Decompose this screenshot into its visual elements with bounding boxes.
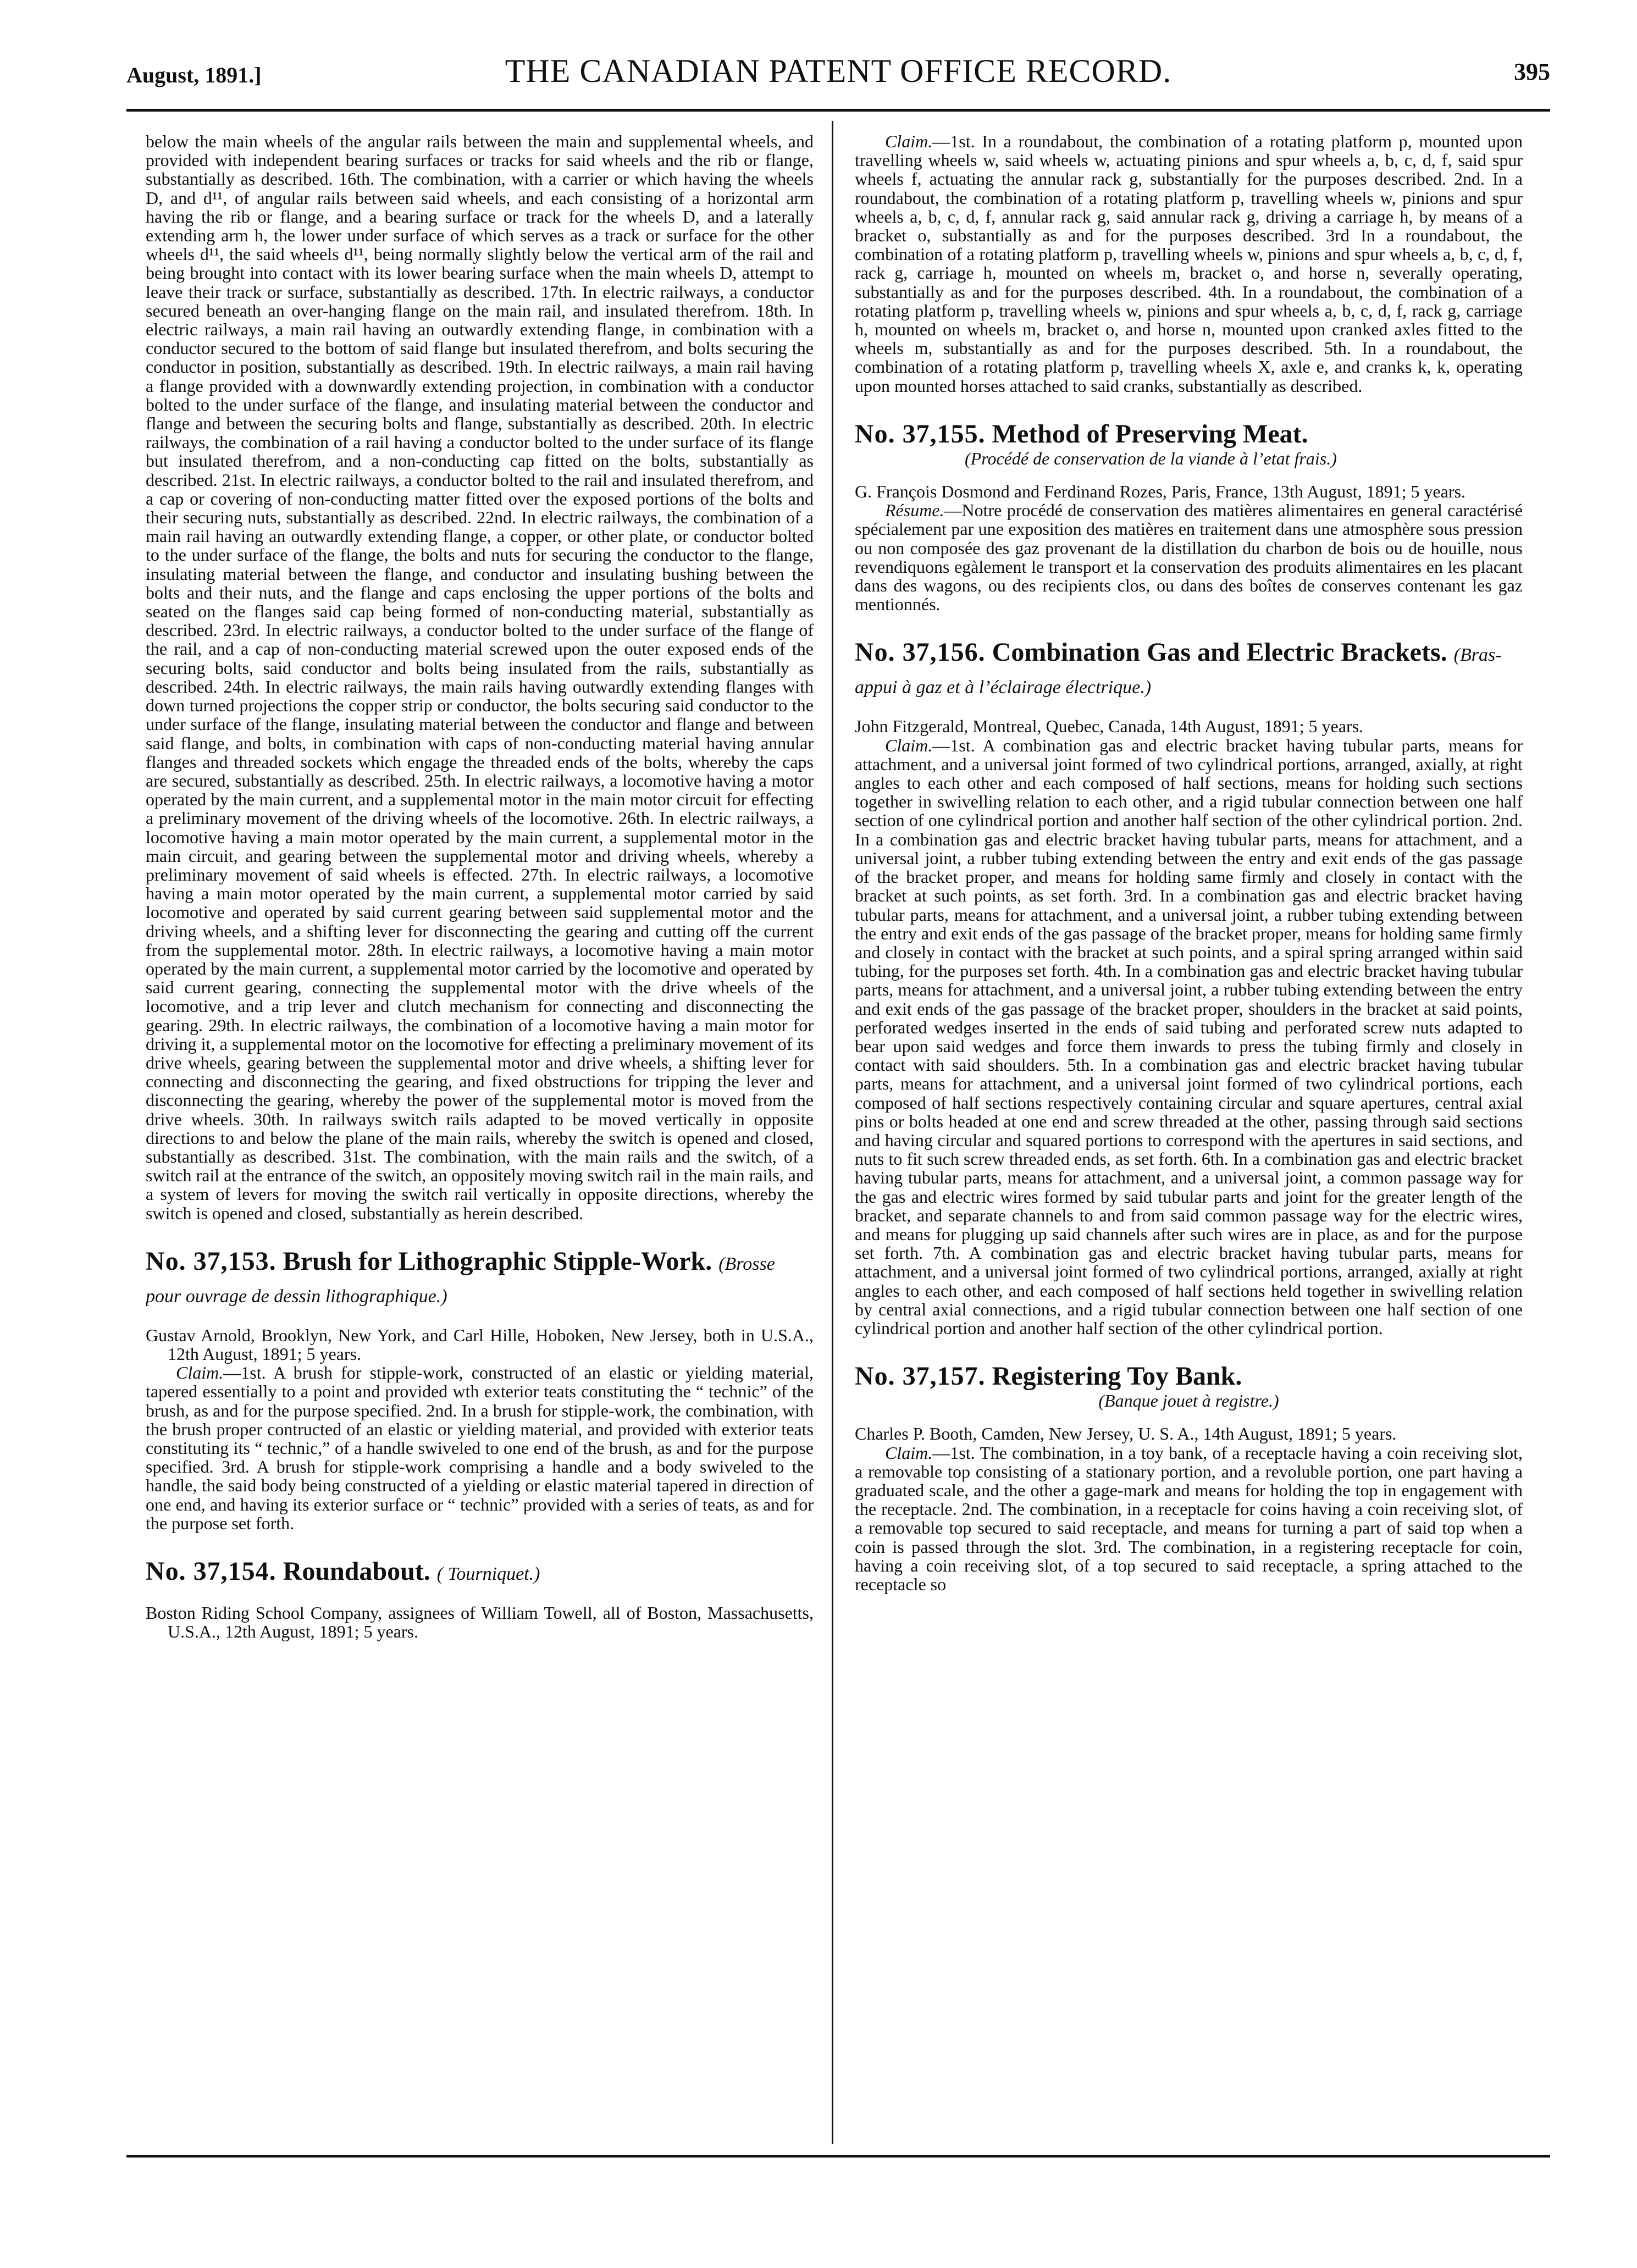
claim-text: —1st. A brush for stipple-work, constructed of an elastic or yielding material, tapered essentially to a point and provided wth exterior teats constituting the “ technic” of the brush, as and for the purpose specified. 2nd. In a brush for stipple-work, the combination, with the brush proper contructed of an elastic or yielding material, and provided with exterior teats constituting its “ technic,” of a handle swiveled to one end of the brush, as and for the purpose specified. 3rd. A brush for stipple-work comprising a handle and a body swiveled to the handle, the said body being constructed of a yielding or elastic material tapered in direction of one end, and having its exterior surface or “ technic” provided with a series of teats, as and for the purpose set forth. bbox=[146, 1363, 814, 1533]
right-column bbox=[855, 132, 1523, 2144]
entry-37156-claims bbox=[855, 736, 1523, 1338]
entry-37153-title: Brush for Lithographic Stipple-Work. bbox=[283, 1246, 712, 1276]
entry-37154-heading bbox=[146, 1557, 814, 1589]
entry-37156-number: No. 37,156. bbox=[855, 638, 986, 667]
entry-37155-heading bbox=[855, 419, 1523, 449]
entry-37154-title: Roundabout. bbox=[283, 1557, 430, 1586]
claim-label: Claim. bbox=[176, 1363, 224, 1383]
entry-37157-number: No. 37,157. bbox=[855, 1362, 986, 1391]
publication-title: THE CANADIAN PATENT OFFICE RECORD. bbox=[505, 53, 1172, 89]
issue-date: August, 1891.] bbox=[126, 63, 262, 87]
resume-label: Résume. bbox=[885, 500, 944, 521]
entry-37157-heading bbox=[855, 1362, 1523, 1391]
column-divider bbox=[832, 121, 833, 2144]
entry-37155-resume bbox=[855, 501, 1523, 613]
entry-37153-claims bbox=[146, 1363, 814, 1533]
entry-37156-title: Combination Gas and Electric Brackets. bbox=[992, 638, 1447, 667]
entry-37154-french-title: ( Tourniquet.) bbox=[436, 1564, 540, 1585]
entry-37155-french-title: (Procédé de conservation de la viande à l’etat frais.) bbox=[965, 448, 1337, 468]
entry-37155-title: Method of Preserving Meat. bbox=[992, 419, 1308, 449]
entry-37155-inventors: G. François Dosmond and Ferdinand Rozes, Paris, France, 13th August, 1891; 5 years. bbox=[855, 482, 1465, 502]
entry-37157-title: Registering Toy Bank. bbox=[992, 1362, 1242, 1391]
claim-text: —1st. The combination, in a toy bank, of a receptacle having a coin receiving slot, a removable top consisting of a stationary portion, and a revoluble portion, one part having a graduated scale, and the other a gage-mark and means for holding the top in engagement with the receptacle. 2nd. The combination, in a receptacle for coins having a coin receiving slot, of a removable top secured to said receptacle, and means for turning a part of said top when a coin is passed through the slot. 3rd. The combination, in a registering receptacle for coin, having a coin receiving slot, of a top secured to said receptacle, a spring attached to the receptacle so bbox=[855, 1442, 1523, 1594]
entry-37156-french-title: (Bras-appui à gaz et à l’éclairage électrique.) bbox=[855, 645, 1502, 698]
entry-37153-number: No. 37,153. bbox=[146, 1246, 276, 1276]
entry-37157-french-title: (Banque jouet à registre.) bbox=[1098, 1391, 1279, 1411]
entry-37154-claims bbox=[855, 132, 1523, 395]
entry-37156-inventors: John Fitzgerald, Montreal, Quebec, Canada, 14th August, 1891; 5 years. bbox=[855, 716, 1364, 737]
claim-text: —1st. In a roundabout, the combination of a rotating platform p, mounted upon travelling wheels w, said wheels w, actuating pinions and spur wheels a, b, c, d, f, said spur wheels f, actuating the annular rack g, substantially for the purposes described. 2nd. In a roundabout, the combination of a rotating platform p, travelling wheels w, pinions and spur wheels a, b, c, d, f, annular rack g, said annular rack g, driving a carriage h, by means of a bracket o, substantially as and for the purposes described. 3rd In a roundabout, the combination of a rotating platform p, travelling wheels w, pinions and spur wheels a, b, c, d, f, rack g, carriage h, mounted on wheels m, bracket o, and horse n, severally operating, substantially as and for the purposes described. 4th. In a roundabout, the combination of a rotating platform p, travelling wheels w, pinions and spur wheels a, b, c, d, f, rack g, carriage h, mounted on wheels m, bracket o, and horse n, mounted upon cranked axles fitted to the wheels m, substantially as and for the purposes described. 5th. In a roundabout, the combination of a rotating platform p, travelling wheels X, axle e, and cranks k, k, operating upon mounted horses attached to said cranks, substantially as described. bbox=[855, 132, 1523, 396]
continued-claims: below the main wheels of the angular rails between the main and supplemental wheels, and provided with independent bearing surfaces or tracks for said wheels and the rib or flange, substantially as described. 16th. The combination, with a carrier or which having the wheels D, and d¹¹, of angular rails between said wheels, and each consisting of a horizontal arm having the rib or flange, and a bearing surface or track for the wheels D, and a laterally extending arm h, the lower under surface of which serves as a track or surface for the other wheels d¹¹, the said wheels d¹¹, being normally slightly below the vertical arm of the rail and being brought into contact with its lower bearing surface when the main wheels D, attempt to leave their track or surface, substantially as described. 17th. In electric railways, a conductor secured beneath an over-hanging flange on the main rail, and insulated therefrom. 18th. In electric railways, a main rail having an outwardly extending flange, in combination with a conductor secured to the bottom of said flange but insulated therefrom, and bolts securing the conductor in position, substantially as described. 19th. In electric railways, a main rail having a flange provided with a downwardly extending projection, in combination with a conductor bolted to the under surface of the flange, and insulating material between the conductor and flange and between the securing bolts and flange, substantially as described. 20th. In electric railways, the combination of a rail having a conductor bolted to the under surface of its flange but insulated therefrom, and a non-conducting cap fitted on the bolts, substantially as described. 21st. In electric railways, a conductor bolted to the rail and insulated therefrom, and a cap or covering of non-conducting matter fitted over the exposed portions of the bolts and their securing nuts, substantially as described. 22nd. In electric railways, the combination of a main rail having an outwardly extending flange, a copper, or other plate, or conductor bolted to the under surface of the flange, the bolts and nuts for securing the conductor to the flange, insulating material between the flange, and conductor and insulating bushing between the bolts and their nuts, and the flange and caps enclosing the upper portions of the bolts and seated on the flanges said cap being formed of non-conducting material, substantially as described. 23rd. In electric railways, a conductor bolted to the under surface of the flange of the rail, and a cap of non-conducting material screwed upon the outer exposed ends of the securing bolts, said conductor and bolts being insulated from the rails, substantially as described. 24th. In electric railways, the main rails having outwardly extending flanges with down turned projections the copper strip or conductor, the bolts securing said conductor to the under surface of the flange, insulating material between the conductor and flange and between said flange, and bolts, in combination with caps of non-conducting material having annular flanges and threaded sockets which engage the threaded ends of the bolts, whereby the caps are secured, substantially as described. 25th. In electric railways, a locomotive having a motor operated by the main current, and a supplemental motor in the main motor circuit for effecting a preliminary movement of the driving wheels of the locomotive. 26th. In electric railways, a locomotive having a main motor operated by the main current, a supplemental motor in the main circuit, and gearing between the supplemental motor and driving wheels, whereby a preliminary movement of said wheels is effected. 27th. In electric railways, a locomotive having a main motor operated by the main current, a supplemental motor carried by said locomotive and operated by said current gearing between said supplemental motor and the driving wheels, and a shifting lever for disconnecting the gearing and cutting off the current from the supplemental motor. 28th. In electric railways, a locomotive having a main motor operated by the main current, a supplemental motor carried by the locomotive and operated by said current gearing, connecting the supplemental motor with the drive wheels of the locomotive, and a trip lever and clutch mechanism for connecting and disconnecting the gearing. 29th. In electric railways, the combination of a locomotive having a main motor for driving it, a supplemental motor on the locomotive for effecting a preliminary movement of its drive wheels, gearing between the supplemental motor and drive wheels, a shifting lever for connecting and disconnecting the gearing, and fixed obstructions for tripping the lever and disconnecting the gearing, whereby the power of the supplemental motor is moved from the drive wheels. 30th. In railways switch rails adapted to be moved vertically in opposite directions to and below the plane of the main rails, whereby the switch is opened and closed, substantially as described. 31st. The combination, with the main rails and the switch, of a switch rail at the entrance of the switch, an oppositely moving switch rail in the main rails, and a system of levers for moving the switch rail vertically in opposite directions, whereby the switch is opened and closed, substantially as herein described. bbox=[146, 132, 814, 1223]
entry-37153-heading bbox=[146, 1247, 814, 1312]
page-number: 395 bbox=[1514, 58, 1550, 85]
claim-text: —1st. A combination gas and electric bracket having tubular parts, means for attachment, and a universal joint formed of two cylindrical portions, arranged, axially, at right angles to each other and each composed of half sections, means for holding such sections together in swivelling relation to each other, and a rigid tubular connection between one half section of one cylindrical portion and another half section of the other cylindrical portion. 2nd. In a combination gas and electric bracket having tubular parts, means for attachment, and a universal joint, a rubber tubing extending between the entry and exit ends of the gas passage of the bracket proper, and means for holding same firmly and closely in contact with the bracket at such points, as set forth. 3rd. In a combination gas and electric bracket having tubular parts, means for attachment, and a universal joint, a rubber tubing extending between the entry and exit ends of the gas passage of the bracket proper, means for holding same firmly and closely in contact with the bracket at such points, and a spiral spring arranged within said tubing, for the purposes set forth. 4th. In a combination gas and electric bracket having tubular parts, means for attachment, and a universal joint, a rubber tubing extending between the entry and exit ends of the gas passage of the bracket proper, shoulders in the bracket at said points, perforated wedges inserted in the ends of said tubing and perforated screw nuts adapted to bear upon said wedges and force them inwards to press the tubing firmly and closely in contact with said shoulders. 5th. In a combination gas and electric bracket having tubular parts, means for attachment, and a universal joint formed of two cylindrical portions, each composed of half sections respectively containing circular and square apertures, central axial pins or bolts headed at one end and screw threaded at the other, passing through said sections and having circular and squared portions to correspond with the apertures in said sections, and nuts to fit such screw threaded ends, as set forth. 6th. In a combination gas and electric bracket having tubular parts, means for attachment, and a universal joint, a common passage way for the gas and electric wires formed by said tubular parts and joint for the greater length of the bracket, and separate channels to and from said common passage way for the electric wires, and means for plugging up said channels after such wires are in place, as and for the purpose set forth. 7th. A combination gas and electric bracket having tubular parts, means for attachment, and a universal joint formed of two cylindrical portions, arranged, axially at right angles to each other, and each composed of half sections held together in swivelling relation by central axial connections, and a rigid tubular connection between one half section of one cylindrical portion and another half section of the other cylindrical portion. bbox=[855, 735, 1523, 1338]
bottom-rule bbox=[126, 2155, 1550, 2158]
entry-37155-number: No. 37,155. bbox=[855, 419, 986, 449]
entry-37154-number: No. 37,154. bbox=[146, 1557, 276, 1586]
entry-37153-inventors: Gustav Arnold, Brooklyn, New York, and Carl Hille, Hoboken, New Jersey, both in U.S.A., 12th August, 1891; 5 years. bbox=[146, 1325, 814, 1364]
entry-37157-claims bbox=[855, 1443, 1523, 1594]
entry-37157-inventors: Charles P. Booth, Camden, New Jersey, U. S. A., 14th August, 1891; 5 years. bbox=[855, 1424, 1397, 1444]
left-column bbox=[146, 132, 814, 2144]
page-header bbox=[126, 52, 1550, 96]
claim-label: Claim. bbox=[885, 735, 933, 755]
claim-label: Claim. bbox=[885, 132, 933, 151]
top-rule bbox=[126, 109, 1550, 112]
resume-text: —Notre procédé de conservation des matières alimentaires en general caractérisé spécialement par une exposition des matières en traitement dans une atmosphère sous pression ou non composée des gaz provenant de la distillation du charbon de bois ou de houille, nous revendiquons egàlement le transport et la conservation des produits alimentaires en les placant dans des wagons, ou des recipients clos, ou dans des boîtes de conserves contenant les gaz mentionnés. bbox=[855, 500, 1523, 615]
entry-37156-heading bbox=[855, 638, 1523, 702]
claim-label: Claim. bbox=[885, 1442, 933, 1463]
entry-37153-french-title: (Brosse pour ouvrage de dessin lithographique.) bbox=[146, 1253, 775, 1307]
entry-37154-inventors: Boston Riding School Company, assignees of William Towell, all of Boston, Massachusetts, U.S.A., 12th August, 1891; 5 years. bbox=[146, 1603, 814, 1642]
